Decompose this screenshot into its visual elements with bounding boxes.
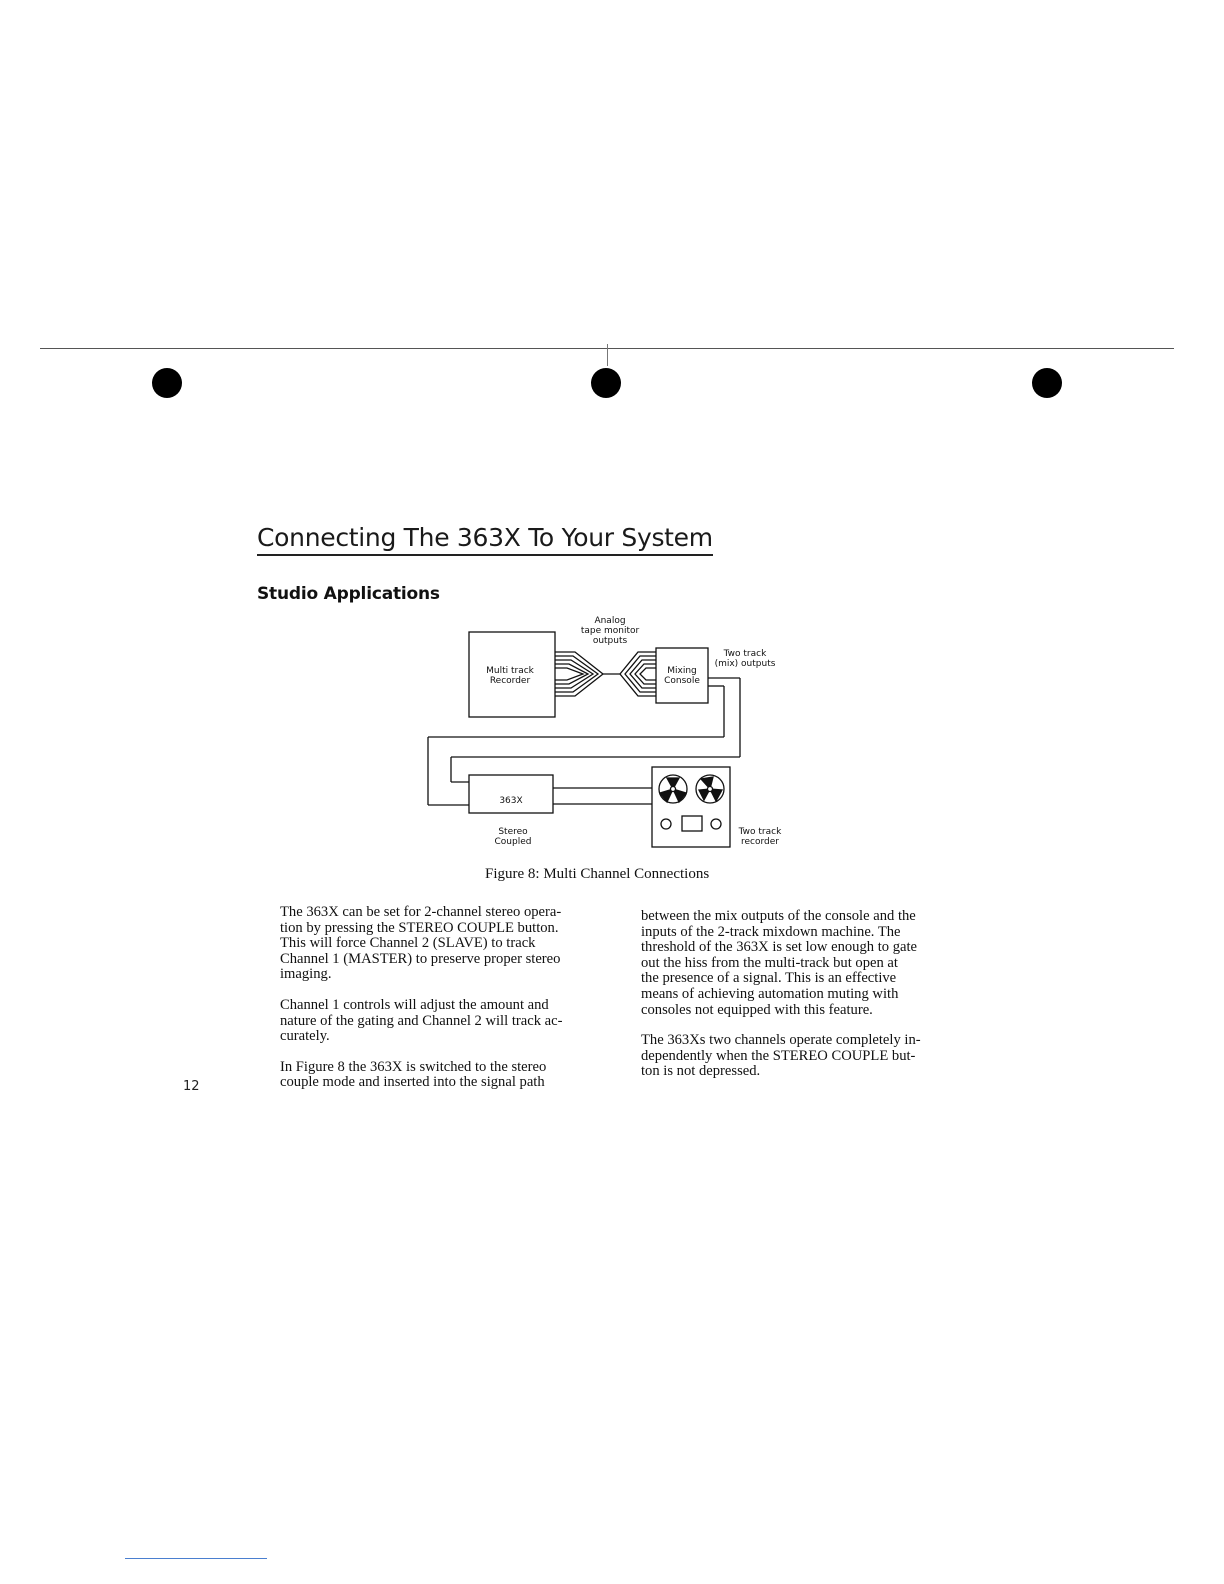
body-column-right xyxy=(641,909,961,1095)
label-two-track-out-2: (mix) outputs xyxy=(714,659,776,669)
tape-monitor-connector xyxy=(555,652,656,696)
label-mixing-2: Console xyxy=(664,676,700,686)
label-363x: 363X xyxy=(499,796,523,806)
binder-hole-center xyxy=(591,368,621,398)
label-analog-3: outputs xyxy=(592,636,628,646)
diagram-svg xyxy=(420,612,810,857)
label-analog-1: Analog xyxy=(594,616,626,626)
label-mixing-1: Mixing xyxy=(667,666,697,676)
connection-diagram xyxy=(420,612,810,857)
tape-guide-left-icon xyxy=(661,819,671,829)
reel-right-icon xyxy=(696,775,724,803)
reel-left-icon xyxy=(659,775,687,803)
label-multitrack-2: Recorder xyxy=(489,676,531,686)
tape-guide-right-icon xyxy=(711,819,721,829)
footer-line xyxy=(125,1558,267,1559)
label-multitrack-1: Multi track xyxy=(486,666,534,676)
paragraph: In Figure 8 the 363X is switched to the stereo couple mode and inserted into the signal path xyxy=(280,1058,547,1091)
label-stereo-1: Stereo xyxy=(498,827,528,837)
paragraph: The 363Xs two channels operate completely in- dependently when the STEREO COUPLE but- ton is not depressed. xyxy=(641,1032,921,1080)
page-title: Connecting The 363X To Your System xyxy=(257,523,713,556)
label-two-track-out-1: Two track xyxy=(723,649,767,659)
binder-hole-right xyxy=(1032,368,1062,398)
paragraph: between the mix outputs of the console and the inputs of the 2-track mixdown machine. The threshold of the 363X is set low enough to gate out the hiss from the multi-track but open at the presence of a signal. This is an effective means of achieving automation muting with consoles not equipped with this feature. xyxy=(641,908,918,1018)
page-number: 12 xyxy=(183,1079,200,1094)
label-recorder-2: recorder xyxy=(741,837,779,847)
label-recorder-1: Two track xyxy=(738,827,782,837)
label-analog-2: tape monitor xyxy=(580,626,640,636)
tape-head-icon xyxy=(682,816,702,831)
body-column-left xyxy=(280,905,600,1106)
figure-caption: Figure 8: Multi Channel Connections xyxy=(485,866,710,882)
center-tick xyxy=(607,344,608,366)
paragraph: The 363X can be set for 2-channel stereo opera- tion by pressing the STEREO COUPLE button. This will force Channel 2 (SLAVE) to track Channel 1 (MASTER) to preserve proper stereo imaging. xyxy=(280,904,562,983)
section-heading: Studio Applications xyxy=(257,584,440,604)
binder-hole-left xyxy=(152,368,182,398)
label-stereo-2: Coupled xyxy=(494,837,532,847)
unit-363x-box xyxy=(469,775,553,813)
paragraph: Channel 1 controls will adjust the amount and nature of the gating and Channel 2 will track ac- curately. xyxy=(280,996,563,1045)
